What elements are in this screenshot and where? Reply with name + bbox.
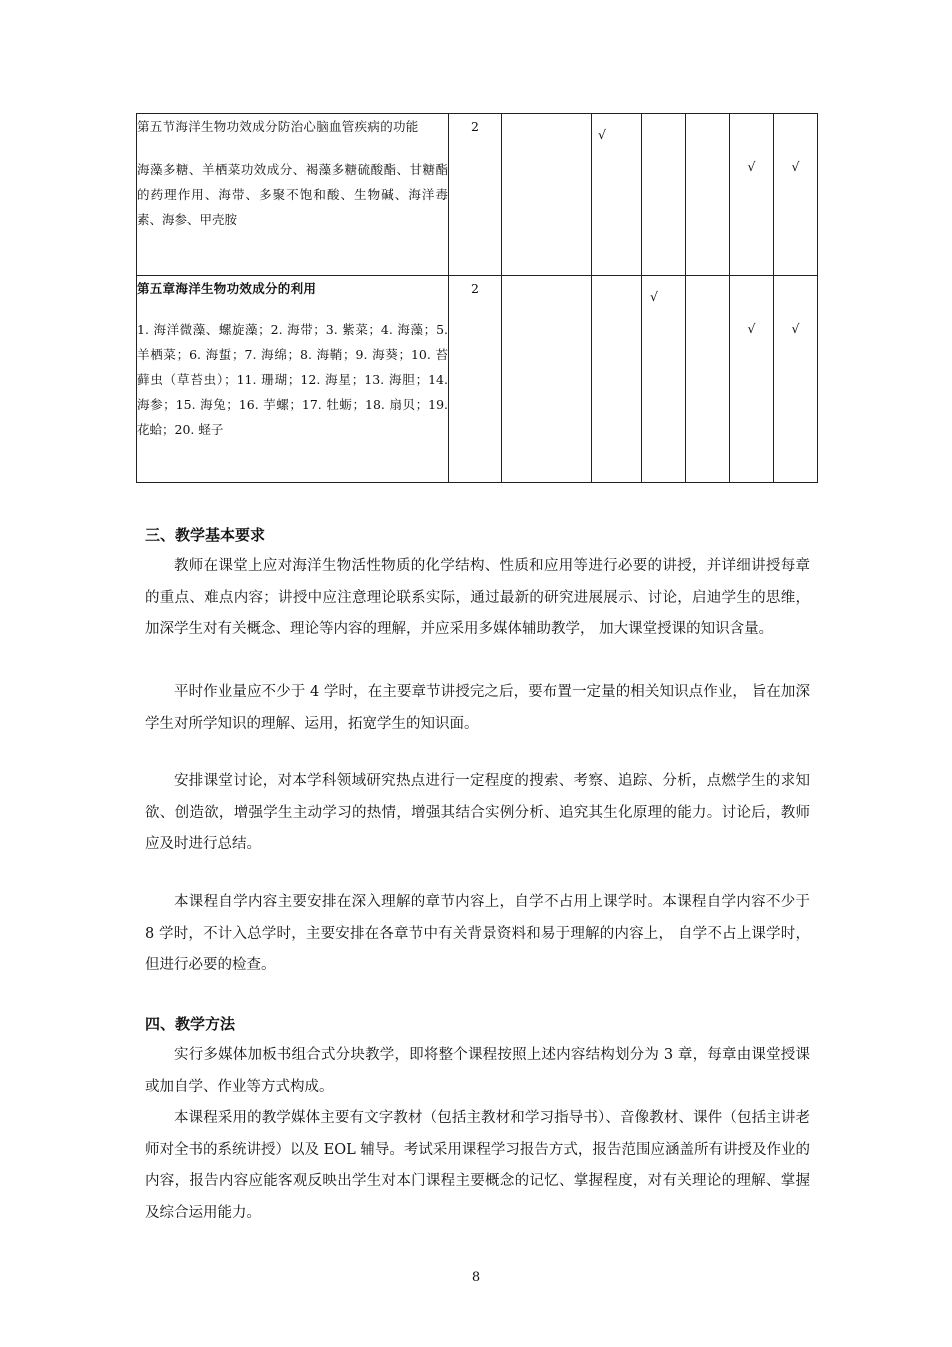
hours-cell: 2 — [449, 276, 502, 483]
mark-cell — [730, 276, 774, 483]
check-mark — [502, 276, 591, 284]
mark-cell — [502, 114, 592, 276]
mark-cell — [686, 276, 730, 483]
row-detail: 海藻多糖、羊栖菜功效成分、褐藻多糖硫酸酯、甘糖酯的药理作用、海带、多聚不饱和酸、生物碱、海洋毒素、海参、甲壳胺 — [137, 162, 448, 227]
paragraph: 教师在课堂上应对海洋生物活性物质的化学结构、性质和应用等进行必要的讲授，并详细讲授每章的重点、难点内容；讲授中应注意理论联系实际，通过最新的研究进展展示、讨论，启迪学生的思维，加深学生对有关概念、理论等内容的理解，并应采用多媒体辅助教学， 加大课堂授课的知识含量。 — [145, 558, 810, 637]
check-mark: √ — [747, 159, 756, 174]
mark-cell — [686, 114, 730, 276]
check-mark — [642, 114, 685, 122]
row-title: 第五章海洋生物功效成分的利用 — [137, 281, 317, 296]
paragraph: 本课程自学内容主要安排在深入理解的章节内容上，自学不占用上课学时。本课程自学内容不少于 8 学时，不计入总学时，主要安排在各章节中有关背景资料和易于理解的内容上， 自学不占上课学时，但进行必要的检查。 — [145, 894, 810, 973]
paragraph: 实行多媒体加板书组合式分块教学，即将整个课程按照上述内容结构划分为 3 章，每章由课堂授课或加自学、作业等方式构成。 — [145, 1047, 810, 1095]
mark-cell — [592, 114, 642, 276]
check-mark: √ — [791, 321, 800, 336]
mark-cell — [730, 114, 774, 276]
row-content-cell — [137, 276, 449, 483]
check-mark: √ — [747, 321, 756, 336]
page-number: 8 — [471, 1270, 481, 1285]
check-mark — [686, 114, 729, 122]
mark-cell — [592, 276, 642, 483]
syllabus-table — [136, 113, 818, 483]
paragraph: 安排课堂讨论，对本学科领域研究热点进行一定程度的搜索、考察、追踪、分析，点燃学生的求知欲、创造欲，增强学生主动学习的热情，增强其结合实例分析、追究其生化原理的能力。讨论后，教师应及时进行总结。 — [145, 773, 810, 852]
check-mark — [502, 114, 591, 122]
check-mark — [686, 276, 729, 284]
table-row — [137, 114, 818, 276]
hours-cell: 2 — [449, 114, 502, 276]
table-row — [137, 276, 818, 483]
mark-cell — [774, 276, 818, 483]
check-mark: √ — [598, 127, 606, 142]
section-heading-requirements: 三、教学基本要求 — [145, 526, 266, 544]
check-mark — [592, 276, 641, 284]
row-content-cell — [137, 114, 449, 276]
mark-cell — [642, 276, 686, 483]
paragraph: 本课程采用的教学媒体主要有文字教材（包括主教材和学习指导书）、音像教材、课件（包括主讲老师对全书的系统讲授）以及 EOL 辅导。考试采用课程学习报告方式，报告范围应涵盖所有讲授及作业的内容，报告内容应能客观反映出学生对本门课程主要概念的记忆、掌握程度，对有关理论的理解、掌握及综合运用能力。 — [145, 1110, 810, 1221]
paragraph: 平时作业量应不少于 4 学时，在主要章节讲授完之后，要布置一定量的相关知识点作业， 旨在加深学生对所学知识的理解、运用，拓宽学生的知识面。 — [145, 684, 810, 732]
mark-cell — [642, 114, 686, 276]
row-detail: 1. 海洋微藻、螺旋藻；2. 海带；3. 紫菜；4. 海藻；5. 羊栖菜；6. 海蜇；7. 海绵；8. 海鞘；9. 海葵；10. 苔藓虫（草苔虫）；11. 珊瑚；12. 海星；13. 海胆；14. 海参；15. 海兔；16. 芋螺；17. 牡蛎；18. 扇贝；19. 花蛤；20. 蛏子 — [137, 322, 448, 437]
check-mark: √ — [791, 159, 800, 174]
row-title: 第五节海洋生物功效成分防治心脑血管疾病的功能 — [137, 119, 419, 134]
check-mark: √ — [650, 289, 658, 304]
mark-cell — [502, 276, 592, 483]
section-heading-methods: 四、教学方法 — [145, 1015, 236, 1033]
mark-cell — [774, 114, 818, 276]
